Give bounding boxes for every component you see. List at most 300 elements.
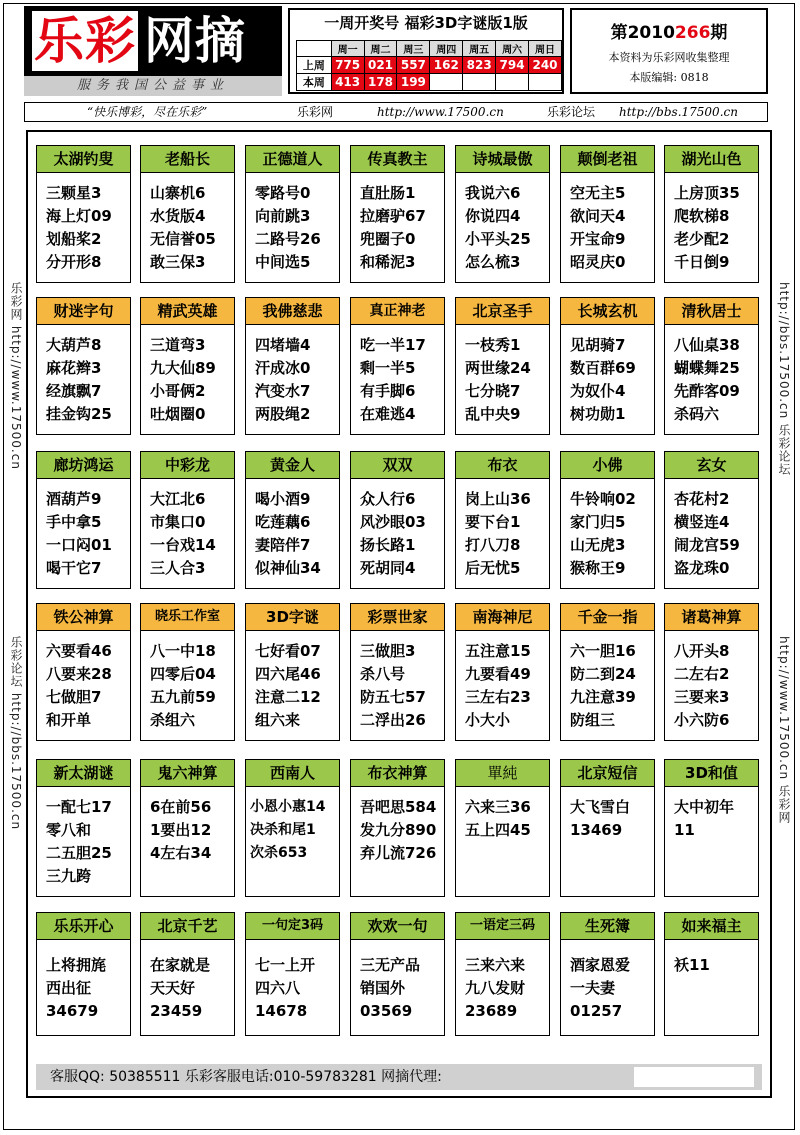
riddle-line: 欲问天4 [570, 207, 626, 225]
riddle-card-body [141, 940, 234, 1023]
riddle-card-body [351, 631, 444, 732]
riddle-card-title: 廊坊鸿运 [37, 452, 130, 479]
riddle-line: 大葫芦8 [46, 336, 102, 354]
draw-number: 162 [430, 57, 463, 74]
site-name: 乐彩网 [297, 105, 334, 119]
riddle-card [560, 451, 655, 589]
riddle-card [140, 297, 235, 435]
riddle-card-body [456, 940, 549, 1023]
riddle-card-title: 湖光山色 [665, 146, 758, 173]
riddle-card-body [351, 325, 444, 426]
riddle-card [560, 912, 655, 1036]
riddle-card [560, 297, 655, 435]
day-cell: 周日 [529, 41, 562, 57]
riddle-line: 山寨机6 [150, 184, 206, 202]
footer-contact: 客服QQ: 50385511 乐彩客服电话:010-59783281 网摘代理: [50, 1069, 442, 1085]
riddle-line: 喝小酒9 [255, 490, 311, 508]
riddle-line: 上将拥旄 [46, 956, 107, 974]
riddle-line: 海上灯09 [46, 207, 112, 225]
riddle-line: 大飞雪白 [570, 798, 631, 816]
riddle-line: 七分晓7 [465, 382, 521, 400]
riddle-line: 分开形8 [46, 253, 102, 271]
riddle-card-title: 乐乐开心 [37, 913, 130, 940]
riddle-card-body [561, 787, 654, 842]
riddle-line: 零八和 [46, 821, 92, 839]
riddle-line: 防五七57 [360, 688, 426, 706]
riddle-card-title: 真正神老 [351, 298, 444, 325]
riddle-line: 上房顶35 [674, 184, 740, 202]
riddle-card-body [665, 479, 758, 580]
riddle-line: 山无虎3 [570, 536, 626, 554]
riddle-line: 两股绳2 [255, 405, 311, 423]
issue-box [570, 8, 768, 94]
riddle-line: 34679 [46, 1002, 99, 1020]
riddle-line: 二五胆25 [46, 844, 112, 862]
riddle-card-body [561, 631, 654, 732]
issue-note: 本资料为乐彩网收集整理 [608, 51, 730, 64]
draw-number: 823 [463, 57, 496, 74]
riddle-card-title: 鬼六神算 [141, 760, 234, 787]
draw-number: 794 [496, 57, 529, 74]
riddle-card [350, 451, 445, 589]
draw-number-empty [463, 74, 496, 91]
riddle-card-body [665, 787, 758, 842]
riddle-line: 一口闷01 [46, 536, 112, 554]
riddle-card-title: 财迷字句 [37, 298, 130, 325]
riddle-line: 零路号0 [255, 184, 311, 202]
riddle-card-title: 颠倒老祖 [561, 146, 654, 173]
riddle-card-title: 诗城最傲 [456, 146, 549, 173]
riddle-line: 猴称王9 [570, 559, 626, 577]
riddle-line: 六来三36 [465, 798, 531, 816]
riddle-line: 你说四4 [465, 207, 521, 225]
riddle-line: 死胡同4 [360, 559, 416, 577]
riddle-line: 见胡骑7 [570, 336, 626, 354]
riddle-card-body [456, 479, 549, 580]
agent-box [634, 1067, 754, 1087]
riddle-line: 杏花村2 [674, 490, 730, 508]
riddle-line: 11 [674, 821, 695, 839]
riddle-line: 要下台1 [465, 513, 521, 531]
riddle-line: 七一上开 [255, 956, 316, 974]
day-cell: 周二 [364, 41, 397, 57]
riddle-card-body [665, 173, 758, 274]
draw-number-empty [529, 74, 562, 91]
riddle-line: 扬长路1 [360, 536, 416, 554]
riddle-card [664, 603, 759, 741]
riddle-line: 妻陪伴7 [255, 536, 311, 554]
riddle-card-title: 中彩龙 [141, 452, 234, 479]
riddle-card-title: 布衣 [456, 452, 549, 479]
riddle-line: 水货版4 [150, 207, 206, 225]
riddle-card [36, 451, 131, 589]
riddle-line: 杀组六 [150, 711, 196, 729]
logo-part1: 乐彩 [34, 12, 136, 70]
riddle-line: 三左右23 [465, 688, 531, 706]
riddle-line: 家门归5 [570, 513, 626, 531]
riddle-card [455, 759, 550, 897]
issue-number: 266 [674, 23, 711, 43]
riddle-line: 市集口0 [150, 513, 206, 531]
riddle-card-title: 北京千艺 [141, 913, 234, 940]
riddle-line: 23459 [150, 1002, 203, 1020]
riddle-card [350, 912, 445, 1036]
riddle-card-title: 正德道人 [246, 146, 339, 173]
riddle-card [140, 912, 235, 1036]
riddle-line: 数百群69 [570, 359, 636, 377]
riddle-card-body [141, 325, 234, 426]
riddle-card [560, 603, 655, 741]
riddle-card [245, 603, 340, 741]
riddle-card [455, 297, 550, 435]
riddle-line: 二路号26 [255, 230, 321, 248]
draw-number: 557 [397, 57, 430, 74]
riddle-line: 三人合3 [150, 559, 206, 577]
riddle-line: 喝干它7 [46, 559, 102, 577]
riddle-line: 汽变水7 [255, 382, 311, 400]
riddle-line: 酒家恩爱 [570, 956, 631, 974]
riddle-card-body [37, 631, 130, 732]
riddle-line: 小哥俩2 [150, 382, 206, 400]
riddle-card-title: 南海神尼 [456, 604, 549, 631]
riddle-line: 七好看07 [255, 642, 321, 660]
side-label-left-top: 乐彩网 http://www.17500.cn [9, 282, 23, 470]
riddle-card [455, 145, 550, 283]
riddle-line: 划船桨2 [46, 230, 102, 248]
riddle-card-title: 3D和值 [665, 760, 758, 787]
riddle-line: 四零后04 [150, 665, 216, 683]
riddle-line: 五上四45 [465, 821, 531, 839]
riddle-line: 在家就是 [150, 956, 211, 974]
riddle-line: 和稀泥3 [360, 253, 416, 271]
issue-editor: 本版编辑: 0818 [629, 71, 709, 84]
last-week-row [297, 57, 562, 74]
riddle-line: 4左右34 [150, 844, 212, 862]
riddle-card-title: 小佛 [561, 452, 654, 479]
riddle-card [350, 145, 445, 283]
riddle-line: 西出征 [46, 979, 92, 997]
riddle-card [140, 603, 235, 741]
riddle-card-body [37, 325, 130, 426]
day-cell: 周一 [331, 41, 364, 57]
riddle-line: 中间选5 [255, 253, 311, 271]
draw-number: 199 [397, 74, 430, 91]
riddle-card-title: 新太湖谜 [37, 760, 130, 787]
riddle-card-body [665, 940, 758, 977]
riddle-line: 直肚肠1 [360, 184, 416, 202]
riddle-card-body [351, 479, 444, 580]
riddle-line: 九注意39 [570, 688, 636, 706]
draw-number: 021 [364, 57, 397, 74]
riddle-line: 大中初年 [674, 798, 735, 816]
riddle-line: 汗成冰0 [255, 359, 311, 377]
riddle-line: 和开单 [46, 711, 92, 729]
riddle-card-body [561, 940, 654, 1023]
riddle-line: 一配七17 [46, 798, 112, 816]
riddle-line: 乱中央9 [465, 405, 521, 423]
riddle-card-title: 3D字谜 [246, 604, 339, 631]
riddle-card-title: 一句定3码 [246, 913, 339, 940]
draw-number: 178 [364, 74, 397, 91]
riddle-card [245, 297, 340, 435]
riddle-card [350, 603, 445, 741]
riddle-line: 三无产品 [360, 956, 421, 974]
draw-title: 一周开奖号 福彩3D字谜版1版 [324, 14, 528, 32]
riddle-line: 01257 [570, 1002, 623, 1020]
this-week-row [297, 74, 562, 91]
logo [24, 6, 282, 76]
riddle-card-body [561, 173, 654, 274]
riddle-card-title: 西南人 [246, 760, 339, 787]
riddle-line: 横竖连4 [674, 513, 730, 531]
riddle-line: 麻花辫3 [46, 359, 102, 377]
riddle-line: 吐烟圈0 [150, 405, 206, 423]
riddle-card-title: 精武英雄 [141, 298, 234, 325]
riddle-line: 蝴蝶舞25 [674, 359, 740, 377]
riddle-line: 吃一半17 [360, 336, 426, 354]
riddle-line: 手中拿5 [46, 513, 102, 531]
riddle-card-body [141, 631, 234, 732]
footer-bar [36, 1064, 762, 1090]
side-label-left-bottom: 乐彩论坛 http://bbs.17500.cn [9, 636, 23, 831]
riddle-card-body [246, 173, 339, 274]
riddle-line: 老少配2 [674, 230, 730, 248]
riddle-card [455, 603, 550, 741]
riddle-card [140, 145, 235, 283]
riddle-card [245, 451, 340, 589]
riddle-card-body [351, 173, 444, 274]
riddle-card-title: 欢欢一句 [351, 913, 444, 940]
riddle-card-title: 诸葛神算 [665, 604, 758, 631]
riddle-card-body [141, 787, 234, 865]
riddle-line: 小大小 [465, 711, 511, 729]
slogan: 服务我国公益事业 [24, 76, 282, 96]
riddle-card [140, 759, 235, 897]
riddle-line: 空无主5 [570, 184, 626, 202]
riddle-card [245, 145, 340, 283]
riddle-line: 后无忧5 [465, 559, 521, 577]
riddle-line: 1要出12 [150, 821, 212, 839]
riddle-card-body [246, 479, 339, 580]
riddle-line: 昭灵庆0 [570, 253, 626, 271]
riddle-line: 八要来28 [46, 665, 112, 683]
riddle-line: 似神仙34 [255, 559, 321, 577]
day-cell: 周三 [397, 41, 430, 57]
riddle-line: 为奴仆4 [570, 382, 626, 400]
riddle-card-title: 生死簿 [561, 913, 654, 940]
riddle-card-body [561, 479, 654, 580]
riddle-line: 众人行6 [360, 490, 416, 508]
forum-name: 乐彩论坛 [547, 105, 596, 119]
riddle-card-body [246, 940, 339, 1023]
riddle-line: 打八刀8 [465, 536, 521, 554]
riddle-card-title: 北京圣手 [456, 298, 549, 325]
riddle-line: 二左右2 [674, 665, 730, 683]
riddle-card-title: 一语定三码 [456, 913, 549, 940]
issue-title: 第2010266期 [610, 23, 728, 43]
riddle-line: 一台戏14 [150, 536, 216, 554]
draw-number-empty [496, 74, 529, 91]
riddle-line: 剩一半5 [360, 359, 416, 377]
forum-url[interactable]: http://bbs.17500.cn [619, 105, 738, 119]
riddle-line: 我说六6 [465, 184, 521, 202]
riddle-line: 爬软梯8 [674, 207, 730, 225]
riddle-card-title: 千金一指 [561, 604, 654, 631]
riddle-card [664, 297, 759, 435]
riddle-card [664, 912, 759, 1036]
riddle-card-body [246, 325, 339, 426]
riddle-line: 杀八号 [360, 665, 406, 683]
riddle-line: 14678 [255, 1002, 308, 1020]
logo-part2: 网摘 [144, 12, 246, 70]
draw-number: 775 [331, 57, 364, 74]
riddle-line: 发九分890 [360, 821, 437, 839]
draw-number: 413 [331, 74, 364, 91]
riddle-line: 牛铃响02 [570, 490, 636, 508]
riddle-line: 经旗飘7 [46, 382, 102, 400]
riddle-line: 次杀653 [250, 845, 308, 861]
riddle-card-title: 我佛慈悲 [246, 298, 339, 325]
riddle-line: 三颗星3 [46, 184, 102, 202]
riddle-card-title: 玄女 [665, 452, 758, 479]
day-cell: 周五 [463, 41, 496, 57]
riddle-line: 千日倒9 [674, 253, 730, 271]
riddle-card-title: 單純 [456, 760, 549, 787]
riddle-line: 三要来3 [674, 688, 730, 706]
riddle-line: 决杀和尾1 [250, 822, 316, 838]
riddle-card-body [456, 173, 549, 274]
riddle-card-body [456, 325, 549, 426]
riddle-line: 风沙眼03 [360, 513, 426, 531]
side-label-right-bottom: http://www.17500.cn 乐彩网 [777, 636, 791, 824]
riddle-line: 销国外 [360, 979, 406, 997]
riddle-card-body [246, 787, 339, 865]
riddle-line: 兜圈子0 [360, 230, 416, 248]
riddle-line: 六一胆16 [570, 642, 636, 660]
motto: “快乐博彩，尽在乐彩” [87, 105, 208, 119]
riddle-card [36, 297, 131, 435]
riddle-line: 敢三保3 [150, 253, 206, 271]
riddle-line: 七做胆7 [46, 688, 102, 706]
riddle-card [36, 603, 131, 741]
riddle-line: 23689 [465, 1002, 518, 1020]
riddle-line: 四六八 [255, 979, 301, 997]
riddle-line: 03569 [360, 1002, 413, 1020]
riddle-line: 八一中18 [150, 642, 216, 660]
riddle-line: 吾吧思584 [360, 798, 437, 816]
day-cell: 周四 [430, 41, 463, 57]
site-url[interactable]: http://www.17500.cn [377, 105, 504, 119]
draw-table [296, 40, 562, 91]
riddle-card [664, 759, 759, 897]
riddle-card-body [561, 325, 654, 426]
riddle-line: 八仙桌38 [674, 336, 740, 354]
riddle-line: 五九前59 [150, 688, 216, 706]
riddle-card-body [141, 173, 234, 274]
riddle-line: 弃儿流726 [360, 844, 437, 862]
riddle-line: 防二到24 [570, 665, 636, 683]
riddle-card-body [246, 631, 339, 732]
riddle-line: 九大仙89 [150, 359, 216, 377]
draw-number: 240 [529, 57, 562, 74]
riddle-line: 挂金钩25 [46, 405, 112, 423]
riddle-card-body [665, 325, 758, 426]
riddle-line: 闹龙宫59 [674, 536, 740, 554]
draw-number-empty [430, 74, 463, 91]
riddle-card-title: 太湖钓叟 [37, 146, 130, 173]
riddle-line: 树功勋1 [570, 405, 626, 423]
riddle-card [36, 912, 131, 1036]
day-cell: 周六 [496, 41, 529, 57]
weekly-draw-box [288, 8, 564, 94]
riddle-card-title: 传真教主 [351, 146, 444, 173]
riddle-line: 九要看49 [465, 665, 531, 683]
riddle-card-title: 清秋居士 [665, 298, 758, 325]
riddle-line: 小恩小惠14 [250, 799, 326, 815]
this-week-label: 本周 [297, 74, 332, 91]
riddle-line: 一枝秀1 [465, 336, 521, 354]
riddle-line: 在难逃4 [360, 405, 416, 423]
riddle-card [36, 759, 131, 897]
riddle-line: 三做胆3 [360, 642, 416, 660]
riddle-line: 三来六来 [465, 956, 526, 974]
riddle-line: 杀码六 [674, 405, 720, 423]
riddle-card-body [37, 940, 130, 1023]
riddle-card-title: 晓乐工作室 [141, 604, 234, 631]
riddle-card-title: 黄金人 [246, 452, 339, 479]
riddle-card-title: 老船长 [141, 146, 234, 173]
riddle-card [664, 145, 759, 283]
riddle-card [245, 759, 340, 897]
riddle-line: 有手脚6 [360, 382, 416, 400]
riddle-card [245, 912, 340, 1036]
riddle-card [350, 297, 445, 435]
riddle-card-title: 双双 [351, 452, 444, 479]
motto-bar [24, 102, 768, 122]
riddle-card [36, 145, 131, 283]
riddle-line: 三道弯3 [150, 336, 206, 354]
riddle-card-body [456, 787, 549, 842]
riddle-line: 九八发财 [465, 979, 526, 997]
riddle-card-title: 布衣神算 [351, 760, 444, 787]
riddle-card [455, 451, 550, 589]
riddle-card-title: 北京短信 [561, 760, 654, 787]
riddle-line: 先酢客09 [674, 382, 740, 400]
riddle-line: 六要看46 [46, 642, 112, 660]
riddle-line: 注意二12 [255, 688, 321, 706]
riddle-card-title: 彩票世家 [351, 604, 444, 631]
riddle-line: 天天好 [150, 979, 196, 997]
riddle-card [350, 759, 445, 897]
riddle-card-body [456, 631, 549, 732]
riddle-card-title: 如来福主 [665, 913, 758, 940]
riddle-line: 盗龙珠0 [674, 559, 730, 577]
riddle-card-body [351, 787, 444, 865]
riddle-line: 一夫妻 [570, 979, 616, 997]
riddle-line: 吃莲藕6 [255, 513, 311, 531]
riddle-line: 怎么梳3 [465, 253, 521, 271]
riddle-line: 13469 [570, 821, 623, 839]
riddle-line: 两世缘24 [465, 359, 531, 377]
riddle-card [560, 145, 655, 283]
riddle-card-title: 铁公神算 [37, 604, 130, 631]
riddle-line: 6在前56 [150, 798, 212, 816]
riddle-card [140, 451, 235, 589]
riddle-line: 四六尾46 [255, 665, 321, 683]
riddle-card [664, 451, 759, 589]
riddle-card-body [665, 631, 758, 732]
riddle-line: 大江北6 [150, 490, 206, 508]
